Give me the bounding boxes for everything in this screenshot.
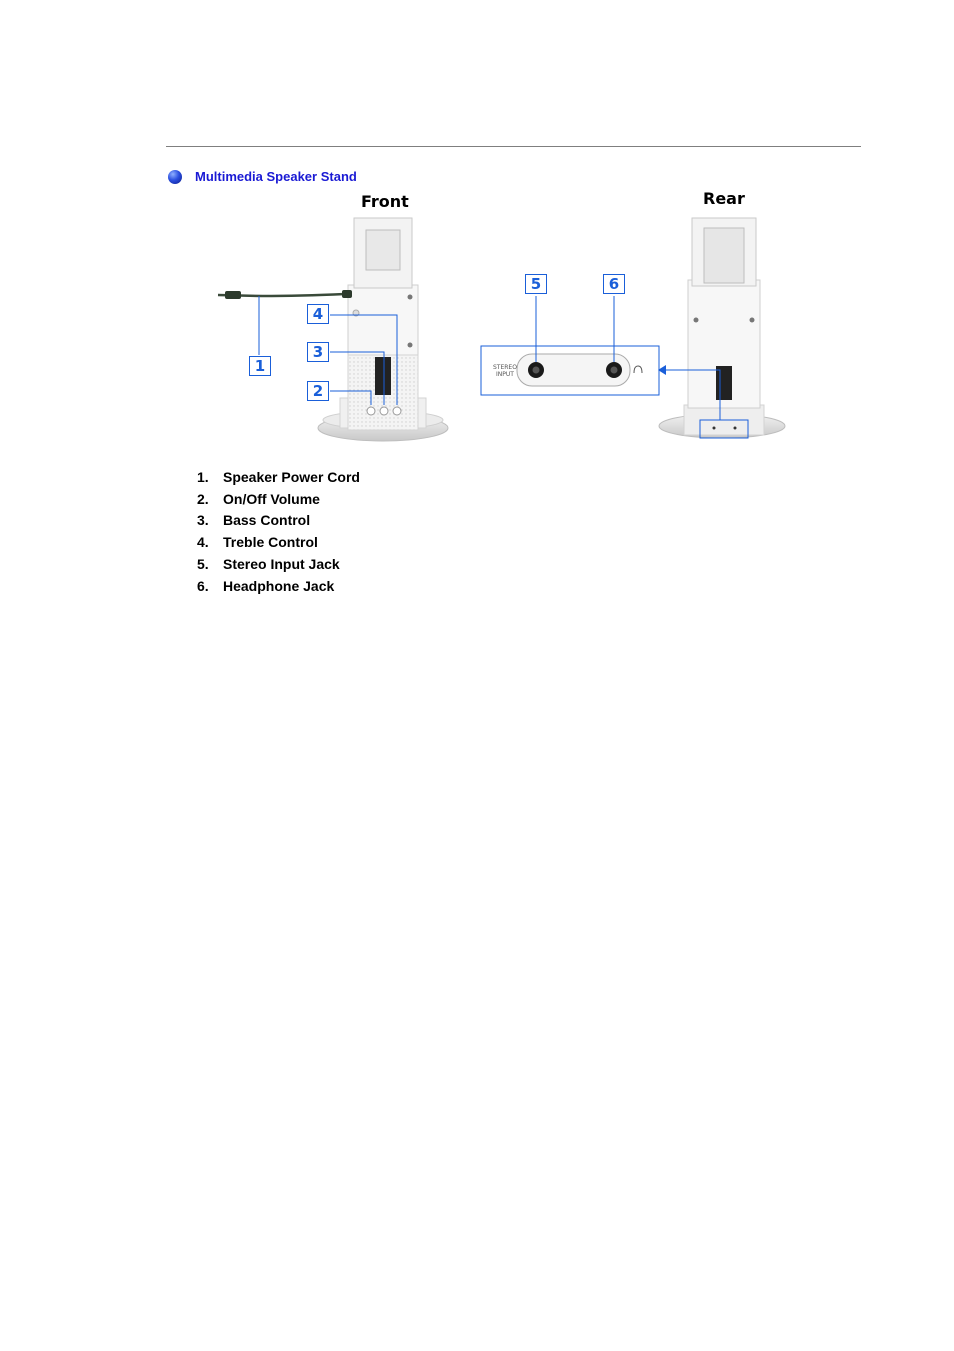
- item-number: 5.: [197, 556, 209, 573]
- item-label: Headphone Jack: [223, 577, 335, 594]
- list-item: [197, 488, 360, 510]
- item-number: 4.: [197, 534, 209, 551]
- item-label: Bass Control: [223, 512, 311, 529]
- feature-list: [197, 466, 360, 597]
- rear-label: Rear: [703, 189, 745, 208]
- callout-1: 1: [249, 356, 271, 376]
- list-item: [197, 531, 360, 553]
- rear-stand: [658, 218, 785, 438]
- jack-panel-closeup: [481, 296, 659, 395]
- item-number: 1.: [197, 468, 209, 485]
- callout-3: 3: [307, 342, 329, 362]
- item-label: Treble Control: [223, 534, 318, 551]
- front-label: Front: [361, 192, 409, 211]
- callout-6: 6: [603, 274, 625, 294]
- item-label: Speaker Power Cord: [223, 468, 360, 485]
- item-number: 6.: [197, 577, 209, 594]
- item-number: 2.: [197, 490, 209, 507]
- section-title: Multimedia Speaker Stand: [195, 169, 357, 184]
- speaker-stand-figure: [0, 0, 954, 460]
- callout-5: 5: [525, 274, 547, 294]
- panel-label-input: INPUT: [496, 371, 514, 378]
- speaker-stand-illustration: [0, 0, 954, 460]
- panel-label-stereo: STEREO: [493, 364, 517, 371]
- callout-4: 4: [307, 304, 329, 324]
- item-number: 3.: [197, 512, 209, 529]
- list-item: [197, 510, 360, 532]
- item-label: On/Off Volume: [223, 490, 320, 507]
- item-label: Stereo Input Jack: [223, 556, 340, 573]
- callout-2: 2: [307, 381, 329, 401]
- list-item: [197, 553, 360, 575]
- front-stand: [218, 218, 448, 441]
- list-item: [197, 575, 360, 597]
- list-item: [197, 466, 360, 488]
